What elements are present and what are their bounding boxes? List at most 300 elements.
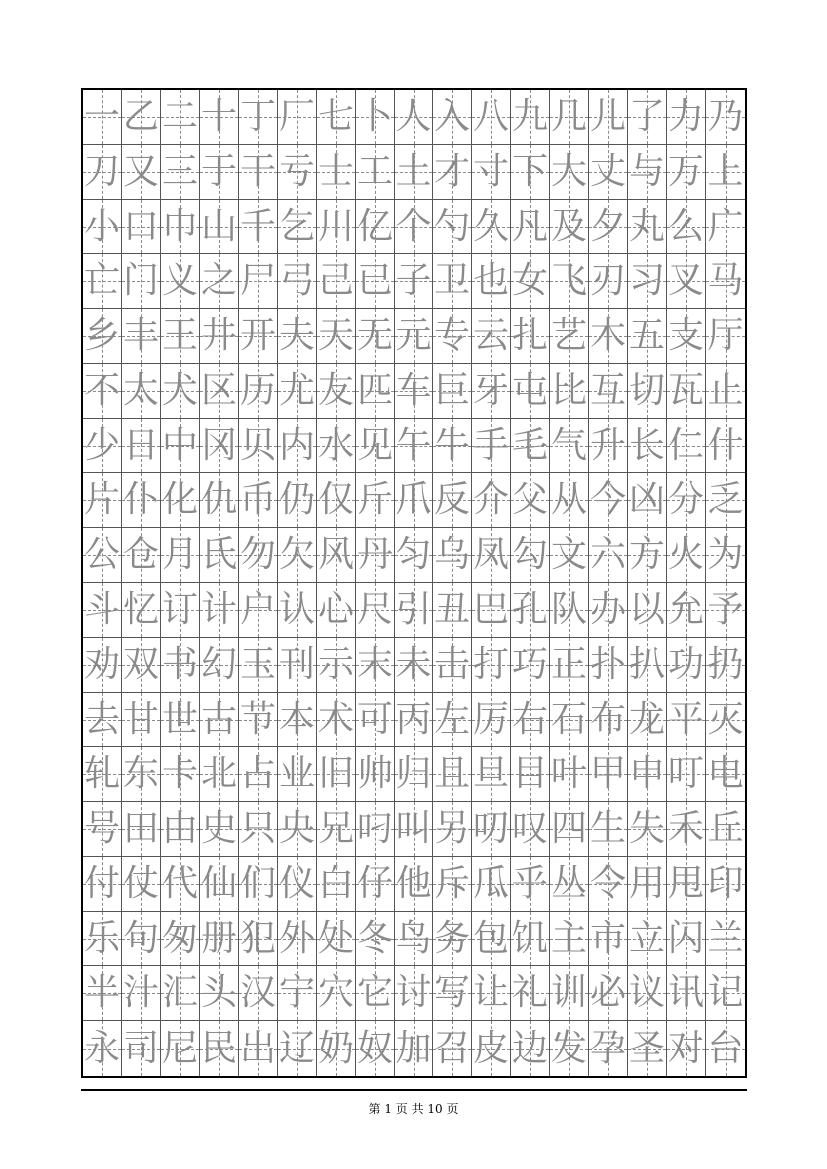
- grid-cell: [628, 638, 667, 693]
- grid-cell: [550, 802, 589, 857]
- practice-character: 叨: [472, 808, 509, 849]
- grid-cell: [511, 364, 550, 419]
- grid-cell: [395, 145, 433, 200]
- grid-cell: [122, 1021, 161, 1076]
- practice-character: 久: [472, 205, 509, 247]
- grid-cell: [589, 254, 628, 309]
- practice-character: 仁: [667, 424, 704, 466]
- grid-cell: [278, 912, 317, 966]
- practice-character: 孔: [511, 589, 548, 630]
- practice-character: 九: [511, 96, 548, 137]
- practice-character: 他: [395, 863, 432, 904]
- grid-cell: [239, 200, 278, 254]
- grid-cell: [83, 145, 122, 200]
- practice-character: 劝: [83, 644, 120, 685]
- grid-cell: [83, 1021, 122, 1076]
- grid-cell: [161, 254, 200, 309]
- grid-cell: [706, 857, 745, 912]
- grid-cell: [667, 802, 706, 857]
- grid-cell: [122, 419, 161, 473]
- grid-cell: [200, 747, 239, 802]
- practice-character: 丛: [550, 863, 587, 904]
- practice-character: 屯: [511, 370, 548, 411]
- grid-cell: [83, 528, 122, 583]
- practice-character: 右: [511, 698, 548, 740]
- practice-character: 孕: [589, 1027, 626, 1069]
- grid-cell: [628, 309, 667, 364]
- practice-character: 议: [628, 972, 665, 1013]
- practice-character: 瓜: [472, 863, 509, 904]
- practice-character: 目: [511, 753, 548, 794]
- grid-cell: [395, 857, 433, 912]
- grid-cell: [550, 747, 589, 802]
- practice-character: 左: [433, 698, 470, 740]
- grid-cell: [278, 583, 317, 638]
- practice-character: 今: [589, 479, 626, 520]
- practice-character: 汁: [122, 972, 159, 1013]
- practice-character: 正: [550, 644, 587, 685]
- grid-cell: [511, 693, 550, 747]
- grid-cell: [122, 309, 161, 364]
- practice-character: 元: [395, 315, 432, 356]
- practice-character: 牛: [433, 424, 470, 466]
- grid-cell: [161, 473, 200, 528]
- grid-cell: [239, 254, 278, 309]
- grid-cell: [356, 857, 395, 912]
- grid-cell: [83, 966, 122, 1021]
- grid-cell: [200, 309, 239, 364]
- grid-cell: [628, 473, 667, 528]
- grid-cell: [122, 528, 161, 583]
- practice-character: 扑: [589, 644, 626, 685]
- practice-character: 千: [239, 205, 276, 247]
- practice-character: 匹: [356, 370, 393, 411]
- practice-character: 大: [550, 151, 587, 192]
- grid-cell: [433, 473, 472, 528]
- grid-cell: [239, 583, 278, 638]
- practice-character: 乎: [511, 863, 548, 904]
- grid-cell: [706, 638, 745, 693]
- grid-cell: [550, 90, 589, 145]
- grid-cell: [278, 966, 317, 1021]
- practice-character: 丘: [707, 808, 744, 849]
- grid-cell: [161, 90, 200, 145]
- grid-cell: [83, 638, 122, 693]
- grid-cell: [706, 254, 745, 309]
- grid-cell: [589, 309, 628, 364]
- practice-character: 召: [433, 1027, 470, 1069]
- practice-character: 闪: [667, 917, 704, 959]
- practice-character: 头: [200, 972, 237, 1013]
- practice-character: 十: [200, 96, 237, 137]
- grid-cell: [317, 200, 356, 254]
- grid-cell: [239, 693, 278, 747]
- practice-character: 公: [83, 534, 120, 575]
- practice-character: 训: [550, 972, 587, 1013]
- grid-cell: [667, 1021, 706, 1076]
- practice-character: 太: [122, 370, 159, 411]
- practice-character: 毛: [511, 424, 548, 466]
- grid-cell: [395, 528, 433, 583]
- practice-character: 水: [317, 424, 354, 466]
- practice-character: 尼: [161, 1027, 198, 1069]
- grid-cell: [317, 90, 356, 145]
- practice-character: 占: [239, 753, 276, 794]
- grid-cell: [472, 912, 511, 966]
- practice-character: 兄: [317, 808, 354, 849]
- grid-cell: [511, 309, 550, 364]
- practice-character: 八: [472, 96, 509, 137]
- grid-cell: [472, 309, 511, 364]
- grid-cell: [278, 200, 317, 254]
- grid-cell: [161, 200, 200, 254]
- practice-character: 平: [667, 698, 704, 740]
- practice-character: 瓦: [667, 370, 704, 411]
- grid-cell: [628, 528, 667, 583]
- grid-cell: [122, 364, 161, 419]
- practice-character: 凤: [472, 534, 509, 575]
- practice-character: 天: [317, 315, 354, 356]
- practice-character: 龙: [628, 698, 665, 740]
- practice-character: 日: [122, 424, 159, 466]
- practice-character: 双: [122, 644, 159, 685]
- grid-cell: [200, 145, 239, 200]
- grid-cell: [589, 802, 628, 857]
- grid-cell: [161, 583, 200, 638]
- practice-character: 比: [550, 370, 587, 411]
- practice-character: 斤: [356, 479, 393, 520]
- grid-cell: [550, 638, 589, 693]
- practice-character: 奶: [317, 1027, 354, 1069]
- practice-character: 东: [122, 753, 159, 794]
- practice-character: 乃: [707, 96, 744, 137]
- grid-cell: [278, 857, 317, 912]
- practice-character: 个: [395, 205, 432, 247]
- grid-cell: [667, 528, 706, 583]
- grid-cell: [317, 802, 356, 857]
- grid-cell: [161, 638, 200, 693]
- grid-cell: [83, 473, 122, 528]
- grid-cell: [122, 200, 161, 254]
- grid-cell: [511, 473, 550, 528]
- practice-character: 讨: [395, 972, 432, 1013]
- practice-character: 木: [589, 315, 626, 356]
- grid-cell: [511, 912, 550, 966]
- practice-character: 亡: [83, 260, 120, 301]
- grid-cell: [628, 364, 667, 419]
- grid-cell: [667, 693, 706, 747]
- practice-character: 山: [200, 205, 237, 247]
- grid-cell: [278, 419, 317, 473]
- practice-character: 队: [550, 589, 587, 630]
- practice-character: 鸟: [395, 917, 432, 959]
- practice-character: 火: [667, 534, 704, 575]
- grid-cell: [511, 528, 550, 583]
- practice-character: 了: [628, 96, 665, 137]
- grid-cell: [667, 638, 706, 693]
- grid-cell: [200, 638, 239, 693]
- grid-cell: [239, 309, 278, 364]
- practice-character: 务: [433, 917, 470, 959]
- practice-character: 只: [239, 808, 276, 849]
- grid-cell: [667, 747, 706, 802]
- grid-cell: [589, 912, 628, 966]
- grid-cell: [433, 309, 472, 364]
- grid-cell: [472, 145, 511, 200]
- grid-cell: [239, 90, 278, 145]
- practice-character: 工: [356, 151, 393, 192]
- practice-character: 人: [395, 96, 432, 137]
- grid-cell: [589, 583, 628, 638]
- practice-character: 牙: [472, 370, 509, 411]
- practice-character: 土: [395, 151, 432, 192]
- grid-cell: [239, 857, 278, 912]
- grid-cell: [83, 583, 122, 638]
- grid-cell: [395, 1021, 433, 1076]
- grid-cell: [122, 254, 161, 309]
- practice-character: 兰: [707, 917, 744, 959]
- grid-cell: [278, 473, 317, 528]
- practice-character: 专: [433, 315, 470, 356]
- grid-cell: [200, 802, 239, 857]
- grid-cell: [589, 419, 628, 473]
- practice-character: 夫: [278, 315, 315, 356]
- grid-cell: [550, 473, 589, 528]
- grid-cell: [667, 912, 706, 966]
- practice-character: 与: [628, 151, 665, 192]
- practice-character: 让: [472, 972, 509, 1013]
- practice-character: 入: [433, 96, 470, 137]
- grid-cell: [472, 528, 511, 583]
- practice-character: 包: [472, 917, 509, 959]
- practice-character: 从: [550, 479, 587, 520]
- grid-cell: [161, 364, 200, 419]
- practice-character: 玉: [239, 644, 276, 685]
- grid-cell: [122, 583, 161, 638]
- grid-cell: [511, 254, 550, 309]
- practice-character: 贝: [239, 424, 276, 466]
- practice-character: 丑: [433, 589, 470, 630]
- practice-character: 小: [83, 205, 120, 247]
- practice-character: 乌: [433, 534, 470, 575]
- grid-cell: [589, 473, 628, 528]
- grid-cell: [706, 583, 745, 638]
- grid-cell: [589, 966, 628, 1021]
- grid-cell: [200, 90, 239, 145]
- grid-cell: [356, 912, 395, 966]
- grid-cell: [200, 364, 239, 419]
- grid-cell: [667, 145, 706, 200]
- practice-character: 央: [278, 808, 315, 849]
- grid-cell: [433, 528, 472, 583]
- grid-cell: [706, 145, 745, 200]
- practice-character: 不: [83, 370, 120, 411]
- grid-cell: [472, 473, 511, 528]
- grid-cell: [356, 419, 395, 473]
- practice-character: 尸: [239, 260, 276, 301]
- grid-cell: [200, 473, 239, 528]
- grid-cell: [395, 254, 433, 309]
- practice-character: 半: [83, 972, 120, 1013]
- practice-character: 必: [589, 972, 626, 1013]
- practice-character: 书: [161, 644, 198, 685]
- practice-character: 尺: [356, 589, 393, 630]
- grid-cell: [628, 747, 667, 802]
- grid-cell: [83, 693, 122, 747]
- practice-character: 互: [589, 370, 626, 411]
- practice-character: 己: [317, 260, 354, 301]
- practice-character: 巾: [161, 205, 198, 247]
- grid-cell: [550, 857, 589, 912]
- grid-cell: [356, 145, 395, 200]
- grid-cell: [239, 802, 278, 857]
- practice-character: 区: [200, 370, 237, 411]
- practice-character: 司: [122, 1027, 159, 1069]
- practice-character: 王: [161, 315, 198, 356]
- grid-cell: [239, 528, 278, 583]
- grid-cell: [200, 966, 239, 1021]
- grid-cell: [628, 857, 667, 912]
- practice-character: 甲: [589, 753, 626, 794]
- practice-character: 五: [628, 315, 665, 356]
- grid-cell: [589, 145, 628, 200]
- practice-character: 本: [278, 698, 315, 740]
- grid-cell: [628, 419, 667, 473]
- grid-cell: [550, 200, 589, 254]
- practice-character: 友: [317, 370, 354, 411]
- practice-character: 可: [356, 698, 393, 740]
- grid-cell: [472, 583, 511, 638]
- grid-cell: [511, 419, 550, 473]
- practice-character: 刊: [278, 644, 315, 685]
- practice-character: 少: [83, 424, 120, 466]
- practice-character: 甘: [122, 698, 159, 740]
- grid-cell: [356, 364, 395, 419]
- grid-cell: [433, 638, 472, 693]
- practice-character: 心: [317, 589, 354, 630]
- practice-character: 氏: [200, 534, 237, 575]
- practice-character: 电: [707, 753, 744, 794]
- grid-cell: [317, 966, 356, 1021]
- grid-cell: [550, 912, 589, 966]
- grid-cell: [667, 364, 706, 419]
- practice-character: 允: [667, 589, 704, 630]
- practice-character: 认: [278, 589, 315, 630]
- grid-cell: [511, 200, 550, 254]
- practice-character: 犯: [239, 917, 276, 959]
- grid-cell: [395, 473, 433, 528]
- grid-cell: [278, 747, 317, 802]
- practice-character: 令: [589, 863, 626, 904]
- grid-cell: [317, 473, 356, 528]
- grid-cell: [667, 200, 706, 254]
- practice-character: 介: [472, 479, 509, 520]
- grid-cell: [628, 90, 667, 145]
- grid-cell: [278, 364, 317, 419]
- grid-cell: [200, 857, 239, 912]
- practice-character: 叮: [667, 753, 704, 794]
- practice-character: 升: [589, 424, 626, 466]
- practice-character: 忆: [122, 589, 159, 630]
- practice-character: 奴: [356, 1027, 393, 1069]
- grid-cell: [161, 693, 200, 747]
- grid-cell: [278, 145, 317, 200]
- grid-cell: [667, 309, 706, 364]
- grid-cell: [628, 912, 667, 966]
- practice-character: 乞: [278, 205, 315, 247]
- grid-cell: [433, 802, 472, 857]
- grid-cell: [161, 419, 200, 473]
- grid-cell: [317, 309, 356, 364]
- grid-cell: [433, 857, 472, 912]
- grid-cell: [161, 747, 200, 802]
- practice-character: 寸: [472, 151, 509, 192]
- practice-character: 子: [395, 260, 432, 301]
- practice-character: 斥: [433, 863, 470, 904]
- practice-character: 门: [122, 260, 159, 301]
- practice-character: 印: [707, 863, 744, 904]
- practice-character: 巴: [472, 589, 509, 630]
- practice-character: 史: [200, 808, 237, 849]
- grid-cell: [278, 693, 317, 747]
- grid-cell: [278, 528, 317, 583]
- practice-character: 匆: [161, 917, 198, 959]
- grid-cell: [122, 638, 161, 693]
- practice-character: 穴: [317, 972, 354, 1013]
- practice-character: 办: [589, 589, 626, 630]
- practice-character: 古: [200, 698, 237, 740]
- practice-character: 出: [239, 1027, 276, 1069]
- practice-character: 写: [433, 972, 470, 1013]
- practice-character: 号: [83, 808, 120, 849]
- practice-character: 生: [589, 808, 626, 849]
- grid-cell: [83, 200, 122, 254]
- practice-character: 凡: [511, 205, 548, 247]
- grid-cell: [472, 638, 511, 693]
- practice-character: 叫: [395, 808, 432, 849]
- practice-character: 仅: [317, 479, 354, 520]
- practice-character: 句: [122, 917, 159, 959]
- practice-character: 艺: [550, 315, 587, 356]
- grid-cell: [356, 693, 395, 747]
- character-grid: [83, 90, 745, 1076]
- grid-cell: [433, 364, 472, 419]
- practice-character: 凶: [628, 479, 665, 520]
- grid-cell: [317, 638, 356, 693]
- practice-character: 月: [161, 534, 198, 575]
- grid-cell: [628, 254, 667, 309]
- practice-character: 以: [628, 589, 665, 630]
- practice-character: 下: [511, 151, 548, 192]
- grid-cell: [511, 1021, 550, 1076]
- practice-character: 勾: [511, 534, 548, 575]
- practice-character: 仍: [278, 479, 315, 520]
- practice-character: 扎: [511, 315, 548, 356]
- practice-character: 儿: [589, 96, 626, 137]
- grid-cell: [395, 912, 433, 966]
- practice-character: 习: [628, 260, 665, 301]
- grid-cell: [317, 747, 356, 802]
- practice-character: 辽: [278, 1027, 315, 1069]
- practice-character: 无: [356, 315, 393, 356]
- grid-cell: [395, 583, 433, 638]
- practice-character: 丰: [122, 315, 159, 356]
- practice-character: 归: [395, 753, 432, 794]
- practice-character: 干: [239, 151, 276, 192]
- grid-cell: [200, 528, 239, 583]
- grid-cell: [472, 254, 511, 309]
- practice-character: 欠: [278, 534, 315, 575]
